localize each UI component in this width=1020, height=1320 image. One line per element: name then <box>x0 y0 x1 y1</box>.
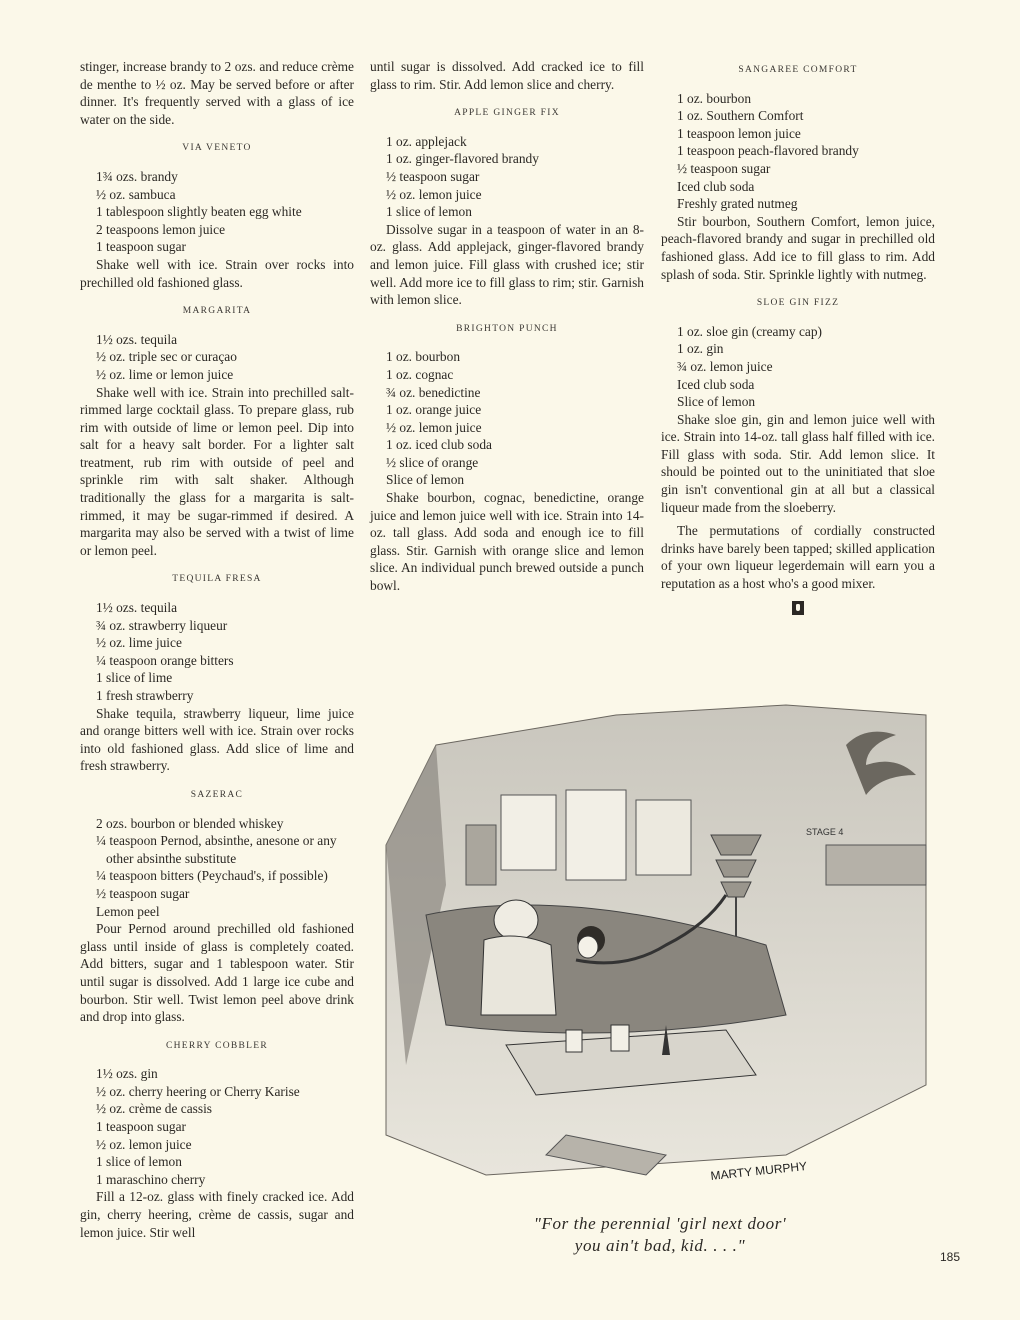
ingredient-list <box>661 323 935 411</box>
cartoon-illustration <box>366 685 938 1198</box>
column-3 <box>661 58 935 615</box>
ingredient: ½ oz. cherry heering or Cherry Karise <box>96 1083 300 1099</box>
man-body <box>481 936 556 1015</box>
ingredient: ½ teaspoon sugar <box>96 885 190 901</box>
ingredient: 1 teaspoon sugar <box>96 239 186 255</box>
ingredient: 1 oz. bourbon <box>677 90 752 106</box>
caption-line: "For the perennial 'girl next door' <box>533 1214 787 1233</box>
ingredient: 1½ ozs. gin <box>96 1066 158 1082</box>
ingredient: 1 teaspoon peach-flavored brandy <box>677 143 859 159</box>
artist-signature: MARTY MURPHY <box>709 1158 808 1183</box>
stage-sign: STAGE 4 <box>806 827 844 837</box>
end-mark <box>661 593 935 615</box>
shelf <box>826 845 926 885</box>
ingredient: 1 oz. Southern Comfort <box>677 108 804 124</box>
ingredient: ¾ oz. benedictine <box>386 384 481 400</box>
recipe-directions: Shake sloe gin, gin and lemon juice well with ice. Strain into 14-oz. tall glass half filled with ice. Fill glass with soda. Stir. Add lemon slice. It should be pointed out to the uninitiated that sloe gin isn't conventional gin at all but a classical liqueur made from the sloeberry. <box>661 411 935 515</box>
ingredient-list <box>370 133 644 221</box>
recipe-title: SAZERAC <box>190 789 244 800</box>
column-2 <box>370 58 644 595</box>
recipe-directions: Fill a 12-oz. glass with finely cracked ice. Add gin, cherry heering, crème de cassis, sugar and lemon juice. Stir well <box>80 1189 354 1240</box>
ingredient: 1 oz. orange juice <box>386 402 482 418</box>
ingredient: ½ oz. crème de cassis <box>96 1101 213 1117</box>
ingredient: 1 slice of lemon <box>96 1154 182 1170</box>
ingredient: 2 ozs. bourbon or blended whiskey <box>96 815 284 831</box>
recipe-title: BRIGHTON PUNCH <box>456 323 558 334</box>
recipe-directions: Shake bourbon, cognac, benedictine, orange juice and lemon juice well with ice. Strain into 14-oz. tall glass. Add soda and enough ice to fill glass. Stir. Garnish with orange slice and lemon slice. An individual punch brewed outside a punch bowl. <box>370 490 644 594</box>
ingredient: Slice of lemon <box>677 394 756 410</box>
ingredient: 1 tablespoon slightly beaten egg white <box>96 204 302 220</box>
wall-poster <box>466 825 496 885</box>
ingredient-list <box>370 348 644 489</box>
recipe-title: TEQUILA FRESA <box>172 574 262 585</box>
table-mug <box>611 1025 629 1051</box>
closing-paragraph: The permutations of cordially constructed drinks have barely been tapped; skilled application of your own liqueur legerdemain will earn you a reputation as a host who's a good mixer. <box>661 523 935 592</box>
ingredient: 1 fresh strawberry <box>96 688 194 703</box>
ingredient: 1 oz. gin <box>677 341 724 357</box>
recipe-title: VIA VENETO <box>182 143 252 154</box>
intro-paragraph: stinger, increase brandy to 2 ozs. and reduce crème de menthe to ½ oz. May be served before or after dinner. It's frequently served with a glass of ice water on the side. <box>80 59 354 127</box>
ingredient: 2 teaspoons lemon juice <box>96 221 226 237</box>
ingredient: Slice of lemon <box>386 472 465 488</box>
ingredient: ¾ oz. lemon juice <box>677 358 773 374</box>
recipe-title: SANGAREE COMFORT <box>738 65 858 75</box>
ingredient: ½ oz. lime juice <box>96 635 182 651</box>
recipe-directions: Dissolve sugar in a teaspoon of water in an 8-oz. glass. Add applejack, ginger-flavored brandy and lemon juice. Fill glass with crushed ice; stir well. Add more ice to fill glass to rim; stir. Garnish with lemon slice. <box>370 221 644 308</box>
table-cup <box>566 1030 582 1052</box>
ingredient-list <box>80 168 354 256</box>
recipe-directions: Shake tequila, strawberry liqueur, lime juice and orange bitters well with ice. Strain over rocks into old fashioned glass. Add slice of lime and fresh strawberry. <box>80 705 354 774</box>
ingredient: Freshly grated nutmeg <box>677 196 798 212</box>
continued-paragraph: until sugar is dissolved. Add cracked ice to fill glass to rim. Stir. Add lemon slice and cherry. <box>370 59 644 92</box>
ingredient-list <box>80 1065 354 1188</box>
wall-poster <box>636 800 691 875</box>
ingredient: ½ oz. lemon juice <box>386 419 482 435</box>
ingredient: ½ teaspoon sugar <box>677 160 771 176</box>
ingredient-list <box>80 815 354 921</box>
page-number: 185 <box>940 1250 961 1264</box>
ingredient: 1 slice of lemon <box>386 204 472 220</box>
ingredient: ¼ teaspoon Pernod, absinthe, anesone or any other absinthe substitute <box>96 833 337 866</box>
ingredient: 1½ ozs. tequila <box>96 331 178 347</box>
recipe-title: MARGARITA <box>182 306 252 317</box>
ingredient: 1 oz. ginger-flavored brandy <box>386 151 539 167</box>
ingredient: ¾ oz. strawberry liqueur <box>96 617 228 633</box>
ingredient: ½ oz. triple sec or curaçao <box>96 349 237 365</box>
recipe-directions: Stir bourbon, Southern Comfort, lemon juice, peach-flavored brandy and sugar in prechilled old fashioned glass. Add ice to fill glass to rim. Add splash of soda. Stir. Sprinkle lightly with nutmeg. <box>661 213 935 282</box>
recipe-title: SLOE GIN FIZZ <box>756 298 840 309</box>
column-1 <box>80 58 354 1241</box>
ingredient: 1 oz. bourbon <box>386 349 461 365</box>
ingredient: Iced club soda <box>677 178 755 194</box>
girl-face <box>578 936 598 958</box>
cartoon-caption <box>440 1213 880 1257</box>
ingredient: Iced club soda <box>677 376 755 392</box>
ingredient: ½ oz. lemon juice <box>96 1136 192 1152</box>
ingredient: ½ slice of orange <box>386 454 479 470</box>
ingredient: 1 oz. applejack <box>386 133 467 149</box>
recipe-directions: Shake well with ice. Strain into prechilled salt-rimmed large cocktail glass. To prepare glass, rub rim with outside of lime or lemon peel. Dip into salt for a heavy salt border. For a lighter salt treatment, rub rim with outside of peel and sprinkle rim with salt shaker. Although traditionally the glass for a margarita is salt-rimmed, it may be sugar-rimmed if desired. A margarita may also be served with a twist of lime or lemon peel. <box>80 384 354 558</box>
wall-poster <box>566 790 626 880</box>
ingredient: ¼ teaspoon bitters (Peychaud's, if possible) <box>96 868 328 884</box>
ingredient: 1 oz. sloe gin (creamy cap) <box>677 323 823 339</box>
caption-line: you ain't bad, kid. . . ." <box>574 1236 746 1255</box>
ingredient: 1 slice of lime <box>96 670 173 686</box>
wall-poster <box>501 795 556 870</box>
ingredient: 1 oz. cognac <box>386 366 454 382</box>
ingredient: 1½ ozs. tequila <box>96 600 178 616</box>
recipe-title: APPLE GINGER FIX <box>454 108 560 119</box>
ingredient: Lemon peel <box>96 903 160 919</box>
ingredient: ½ oz. lemon juice <box>386 186 482 202</box>
ingredient: 1 oz. iced club soda <box>386 437 492 453</box>
ingredient: 1 maraschino cherry <box>96 1171 206 1187</box>
ingredient-list <box>80 599 354 705</box>
ingredient: 1¾ ozs. brandy <box>96 168 178 184</box>
recipe-directions: Shake well with ice. Strain over rocks into prechilled old fashioned glass. <box>80 256 354 290</box>
ingredient: ½ teaspoon sugar <box>386 168 480 184</box>
ingredient: ½ oz. sambuca <box>96 186 176 202</box>
ingredient: 1 teaspoon lemon juice <box>677 125 801 141</box>
ingredient-list <box>80 331 354 384</box>
man-head <box>494 900 538 940</box>
ingredient-list <box>661 90 935 213</box>
ingredient: 1 teaspoon sugar <box>96 1119 186 1135</box>
ingredient: ¼ teaspoon orange bitters <box>96 652 234 668</box>
ingredient: ½ oz. lime or lemon juice <box>96 366 234 382</box>
recipe-title: CHERRY COBBLER <box>165 1040 269 1051</box>
rabbit-head-icon <box>792 601 804 615</box>
recipe-directions: Pour Pernod around prechilled old fashioned glass until inside of glass is completely coated. Add bitters, sugar and 1 tablespoon water. Stir until sugar is dissolved. Add 1 large ice cube and bourbon. Stir well. Twist lemon peel above drink and drop into glass. <box>80 921 354 1025</box>
